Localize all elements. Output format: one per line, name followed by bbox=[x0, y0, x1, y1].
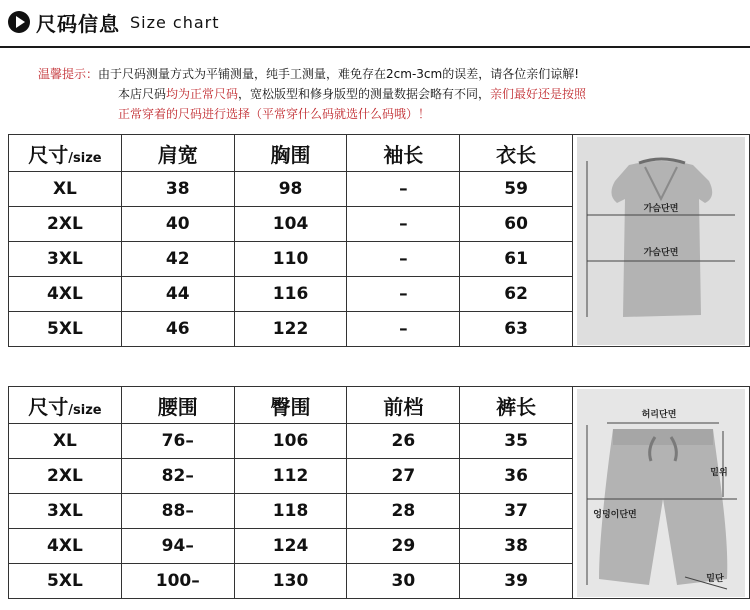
cell-size: 4XL bbox=[9, 529, 122, 564]
cell-shoulder: 42 bbox=[121, 242, 234, 277]
figure-label: 엉덩이단면 bbox=[593, 509, 637, 520]
shorts-illustration bbox=[577, 389, 745, 597]
cell-size: XL bbox=[9, 424, 122, 459]
figure-label: 밑단 bbox=[706, 573, 724, 584]
cell-front-rise: 28 bbox=[347, 494, 460, 529]
figure-label: 허리단면 bbox=[641, 409, 677, 420]
cell-waist: 76– bbox=[121, 424, 234, 459]
cell-pants-length: 38 bbox=[460, 529, 573, 564]
page-title: 尺码信息 bbox=[36, 11, 120, 36]
notice-line-3: 正常穿着的尺码进行选择（平常穿什么码就选什么码哦）！ bbox=[118, 107, 431, 121]
cell-waist: 94– bbox=[121, 529, 234, 564]
cell-size: 2XL bbox=[9, 459, 122, 494]
header-size: 尺寸/size bbox=[9, 387, 122, 424]
cell-pants-length: 36 bbox=[460, 459, 573, 494]
cell-sleeve: – bbox=[347, 207, 460, 242]
cell-size: XL bbox=[9, 172, 122, 207]
cell-shoulder: 44 bbox=[121, 277, 234, 312]
cell-hip: 118 bbox=[234, 494, 347, 529]
cell-hip: 124 bbox=[234, 529, 347, 564]
figure-label: 밑위 bbox=[710, 467, 728, 478]
cell-shoulder: 38 bbox=[121, 172, 234, 207]
header-waist: 腰围 bbox=[121, 387, 234, 424]
figure-label: 가슴단면 bbox=[643, 203, 679, 214]
notice-text-1: 由于尺码测量方式为平铺测量，纯手工测量，难免存在2cm-3cm的误差，请各位亲们谅解! bbox=[98, 67, 580, 81]
header-chest: 胸围 bbox=[234, 135, 347, 172]
cell-length: 62 bbox=[460, 277, 573, 312]
notice bbox=[38, 64, 738, 124]
table-header-row bbox=[9, 135, 750, 172]
sleeveless-top-illustration bbox=[577, 137, 745, 345]
cell-pants-length: 39 bbox=[460, 564, 573, 599]
notice-text-2d: 亲们最好还是按照 bbox=[490, 87, 587, 101]
page-subtitle: Size chart bbox=[130, 12, 220, 32]
cell-length: 59 bbox=[460, 172, 573, 207]
divider bbox=[0, 46, 750, 48]
cell-front-rise: 29 bbox=[347, 529, 460, 564]
notice-text-2c: ，宽松版型和修身版型的测量数据会略有不同， bbox=[238, 87, 491, 101]
notice-label: 温馨提示： bbox=[38, 67, 99, 81]
header-shoulder: 肩宽 bbox=[121, 135, 234, 172]
top-size-table bbox=[8, 134, 750, 347]
cell-shoulder: 46 bbox=[121, 312, 234, 347]
cell-size: 5XL bbox=[9, 564, 122, 599]
cell-waist: 82– bbox=[121, 459, 234, 494]
bottom-garment-figure bbox=[572, 387, 749, 599]
cell-size: 3XL bbox=[9, 242, 122, 277]
cell-size: 4XL bbox=[9, 277, 122, 312]
notice-line-2 bbox=[38, 84, 738, 104]
cell-size: 3XL bbox=[9, 494, 122, 529]
cell-hip: 130 bbox=[234, 564, 347, 599]
cell-chest: 122 bbox=[234, 312, 347, 347]
cell-front-rise: 27 bbox=[347, 459, 460, 494]
cell-chest: 98 bbox=[234, 172, 347, 207]
cell-pants-length: 35 bbox=[460, 424, 573, 459]
cell-waist: 100– bbox=[121, 564, 234, 599]
bottom-size-table bbox=[8, 386, 750, 599]
cell-hip: 112 bbox=[234, 459, 347, 494]
cell-length: 63 bbox=[460, 312, 573, 347]
header bbox=[8, 6, 220, 38]
cell-size: 2XL bbox=[9, 207, 122, 242]
header-size: 尺寸/size bbox=[9, 135, 122, 172]
top-garment-figure bbox=[572, 135, 749, 347]
cell-length: 61 bbox=[460, 242, 573, 277]
notice-text-2b: 均为正常尺码 bbox=[166, 87, 239, 101]
cell-chest: 104 bbox=[234, 207, 347, 242]
cell-shoulder: 40 bbox=[121, 207, 234, 242]
cell-sleeve: – bbox=[347, 242, 460, 277]
cell-chest: 110 bbox=[234, 242, 347, 277]
table-header-row bbox=[9, 387, 750, 424]
figure-label: 가슴단면 bbox=[643, 247, 679, 258]
cell-sleeve: – bbox=[347, 277, 460, 312]
cell-length: 60 bbox=[460, 207, 573, 242]
cell-front-rise: 30 bbox=[347, 564, 460, 599]
header-hip: 臀围 bbox=[234, 387, 347, 424]
header-sleeve: 袖长 bbox=[347, 135, 460, 172]
header-front-rise: 前档 bbox=[347, 387, 460, 424]
cell-sleeve: – bbox=[347, 172, 460, 207]
cell-chest: 116 bbox=[234, 277, 347, 312]
cell-front-rise: 26 bbox=[347, 424, 460, 459]
notice-line-1 bbox=[38, 64, 738, 84]
cell-pants-length: 37 bbox=[460, 494, 573, 529]
cell-hip: 106 bbox=[234, 424, 347, 459]
cell-sleeve: – bbox=[347, 312, 460, 347]
cell-waist: 88– bbox=[121, 494, 234, 529]
header-pants-length: 裤长 bbox=[460, 387, 573, 424]
cell-size: 5XL bbox=[9, 312, 122, 347]
notice-text-2a: 本店尺码 bbox=[118, 87, 167, 101]
play-icon bbox=[8, 11, 30, 33]
header-length: 衣长 bbox=[460, 135, 573, 172]
